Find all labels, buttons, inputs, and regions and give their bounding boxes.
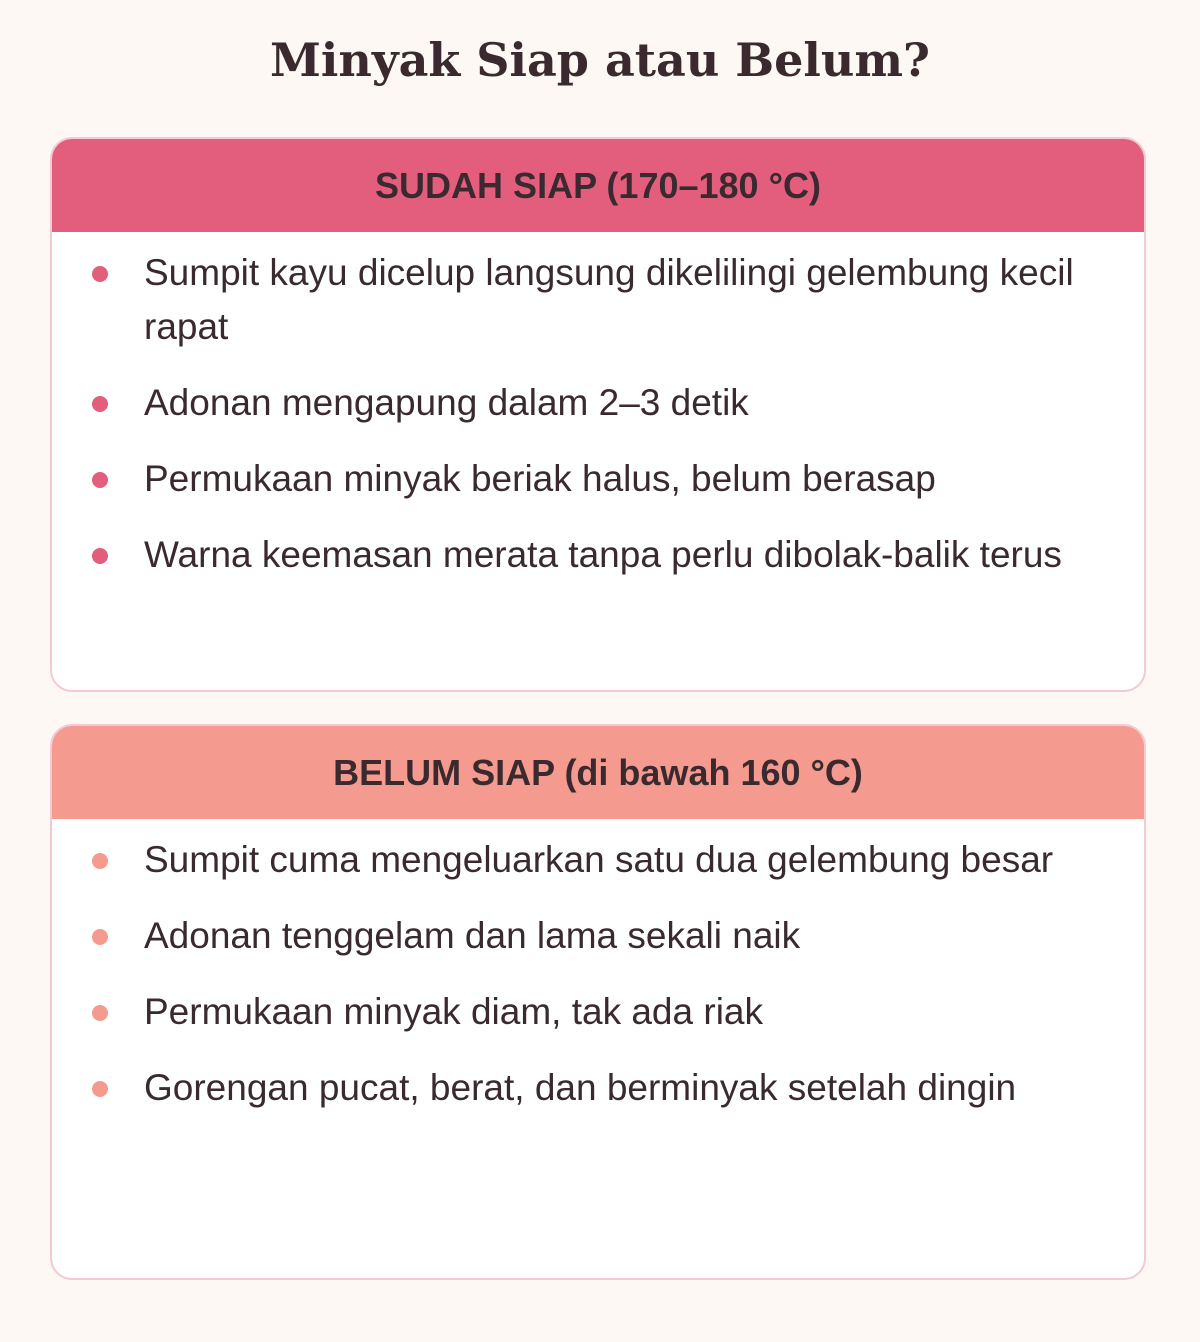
list-item-text: Permukaan minyak diam, tak ada riak <box>144 991 763 1032</box>
bullet-dot-icon <box>92 472 108 488</box>
bullet-dot-icon <box>92 266 108 282</box>
bullet-dot-icon <box>92 1081 108 1097</box>
list-item <box>82 909 1104 963</box>
list-item <box>82 1061 1104 1115</box>
list-item <box>82 833 1104 887</box>
list-item <box>82 376 1104 430</box>
list-item-text: Warna keemasan merata tanpa perlu dibolak-balik terus <box>144 534 1062 575</box>
list-item <box>82 528 1104 582</box>
list-item <box>82 246 1104 354</box>
list-item-text: Adonan mengapung dalam 2–3 detik <box>144 382 749 423</box>
list-item-text: Permukaan minyak beriak halus, belum berasap <box>144 458 936 499</box>
list-item <box>82 452 1104 506</box>
bullet-dot-icon <box>92 396 108 412</box>
ready-card-header: SUDAH SIAP (170–180 °C) <box>52 139 1144 232</box>
list-item-text: Gorengan pucat, berat, dan berminyak setelah dingin <box>144 1067 1017 1108</box>
ready-list <box>52 232 1144 582</box>
page-title: Minyak Siap atau Belum? <box>270 33 930 87</box>
list-item-text: Adonan tenggelam dan lama sekali naik <box>144 915 801 956</box>
bullet-dot-icon <box>92 1005 108 1021</box>
list-item <box>82 985 1104 1039</box>
ready-card <box>50 137 1146 692</box>
list-item-text: Sumpit kayu dicelup langsung dikelilingi gelembung kecil rapat <box>144 252 1074 347</box>
not-ready-list <box>52 819 1144 1115</box>
not-ready-card-header: BELUM SIAP (di bawah 160 °C) <box>52 726 1144 819</box>
not-ready-card <box>50 724 1146 1280</box>
list-item-text: Sumpit cuma mengeluarkan satu dua gelembung besar <box>144 839 1054 880</box>
bullet-dot-icon <box>92 853 108 869</box>
bullet-dot-icon <box>92 929 108 945</box>
bullet-dot-icon <box>92 548 108 564</box>
